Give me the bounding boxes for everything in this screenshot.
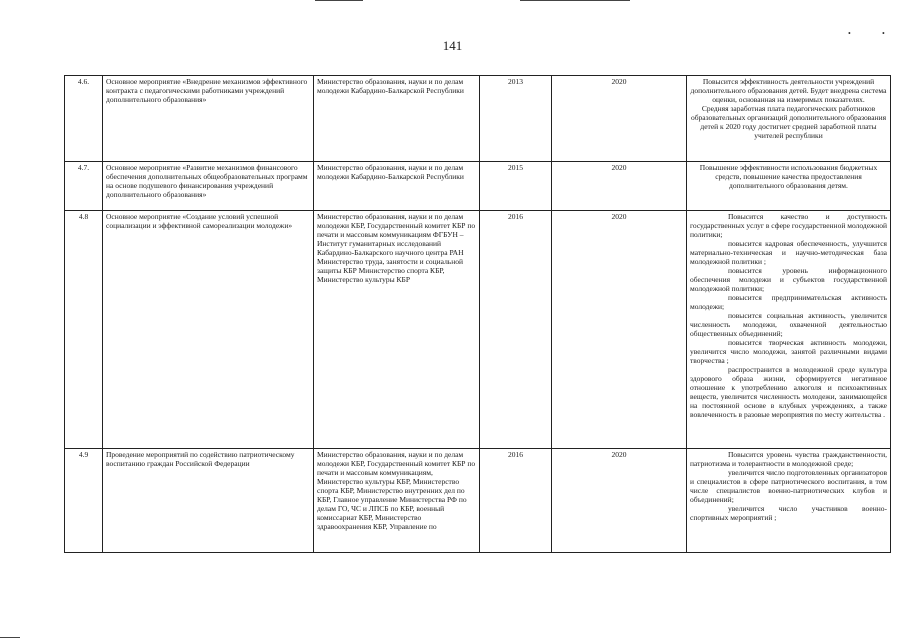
- start-year: 2016: [480, 449, 552, 553]
- table-row: [65, 162, 891, 211]
- result-item: Повысится уровень чувства гражданственности, патриотизма и толерантности в молодежной среде;: [690, 450, 887, 468]
- expected-results: [687, 449, 891, 553]
- result-item: Повысится эффективность деятельности учреждений дополнительного образования детей. Будет внедрена система оценки, основанная на измеримых показателях.: [690, 77, 887, 104]
- measure-name: Основное мероприятие «Внедрение механизмов эффективного контракта с педагогическими работниками учреждений дополнительного образования»: [103, 76, 314, 162]
- result-item: повысится уровень информационного обеспечения молодежи и субъектов государственной молодежной политики;: [690, 266, 887, 293]
- start-year: 2015: [480, 162, 552, 211]
- expected-results: [687, 162, 891, 211]
- result-item: увеличится число подготовленных организаторов и специалистов в сфере патриотического воспитания, в том числе специалистов военно-патриотических клубов и объединений;: [690, 468, 887, 504]
- corner-mark: •: [848, 29, 851, 38]
- top-edge-line: [520, 0, 630, 1]
- end-year: 2020: [552, 211, 687, 449]
- row-number: 4.6.: [65, 76, 103, 162]
- top-edge-line: [315, 0, 363, 1]
- expected-results: [687, 211, 891, 449]
- executors: Министерство образования, науки и по делам молодежи КБР, Государственный комитет КБР по печати и массовым коммуникациям ФГБУН – Институт гуманитарных исследований Кабардино-Балкарского научного центра РАН Министерство труда, занятости и социальной защиты КБР Министерство спорта КБР, Министерство культуры КБР: [314, 211, 480, 449]
- result-item: повысится кадровая обеспеченность, улучшится материально-техническая и научно-методическая база молодежной политики ;: [690, 239, 887, 266]
- result-item: Повышение эффективности использования бюджетных средств, повышение качества предоставления дополнительного образования детям.: [699, 163, 878, 190]
- row-number: 4.7.: [65, 162, 103, 211]
- row-number: 4.9: [65, 449, 103, 553]
- executors: Министерство образования, науки и по делам молодежи Кабардино-Балкарской Республики: [314, 76, 480, 162]
- corner-mark: •: [882, 29, 885, 38]
- result-item: Повысится качество и доступность государственных услуг в сфере государственной молодежной политики;: [690, 212, 887, 239]
- table-row: [65, 76, 891, 162]
- result-item: увеличится число участников военно-спортивных мероприятий ;: [690, 504, 887, 522]
- measure-name: Проведение мероприятий по содействию патриотическому воспитанию граждан Российской Федерации: [103, 449, 314, 553]
- executors: Министерство образования, науки и по делам молодежи Кабардино-Балкарской Республики: [314, 162, 480, 211]
- start-year: 2016: [480, 211, 552, 449]
- result-item: Средняя заработная плата педагогических работников образовательных организаций дополнительного образования детей к 2020 году достигнет средней заработной платы учителей республики: [690, 104, 887, 140]
- measures-table: [64, 75, 891, 553]
- executors: Министерство образования, науки и по делам молодежи КБР, Государственный комитет КБР по печати и массовым коммуникациям, Министерство культуры КБР, Министерство спорта КБР, Министерство внутренних дел по КБР, Главное управление Министерства РФ по делам ГО, ЧС и ЛПСБ по КБР, военный комиссариат КБР, Министерство здравоохранения КБР, Управление по: [314, 449, 480, 553]
- row-number: 4.8: [65, 211, 103, 449]
- measure-name: Основное мероприятие «Создание условий успешной социализации и эффективной самореализации молодежи»: [103, 211, 314, 449]
- table-row: [65, 449, 891, 553]
- result-item: повысится социальная активность, увеличится численность молодежи, охваченной деятельностью общественных объединений;: [690, 311, 887, 338]
- bottom-edge-line: [0, 637, 20, 638]
- end-year: 2020: [552, 162, 687, 211]
- end-year: 2020: [552, 449, 687, 553]
- expected-results: [687, 76, 891, 162]
- end-year: 2020: [552, 76, 687, 162]
- measure-name: Основное мероприятие «Развитие механизмов финансового обеспечения дополнительных общеобразовательных программ на основе подушевого финансирования учреждений дополнительного образования»: [103, 162, 314, 211]
- result-item: повысится предпринимательская активность молодежи;: [690, 293, 887, 311]
- result-item: повысится творческая активность молодежи, увеличится число молодежи, занятой различными видами творчества ;: [690, 338, 887, 365]
- result-item: распространится в молодежной среде культура здорового образа жизни, сформируется негативное отношение к употреблению алкоголя и психоактивных веществ, увеличится численность молодежи, занимающейся на постоянной основе в клубных учреждениях, а также вовлеченность в разовые мероприятия по месту жительства .: [690, 365, 887, 419]
- page-number: 141: [442, 38, 463, 53]
- table-row: [65, 211, 891, 449]
- start-year: 2013: [480, 76, 552, 162]
